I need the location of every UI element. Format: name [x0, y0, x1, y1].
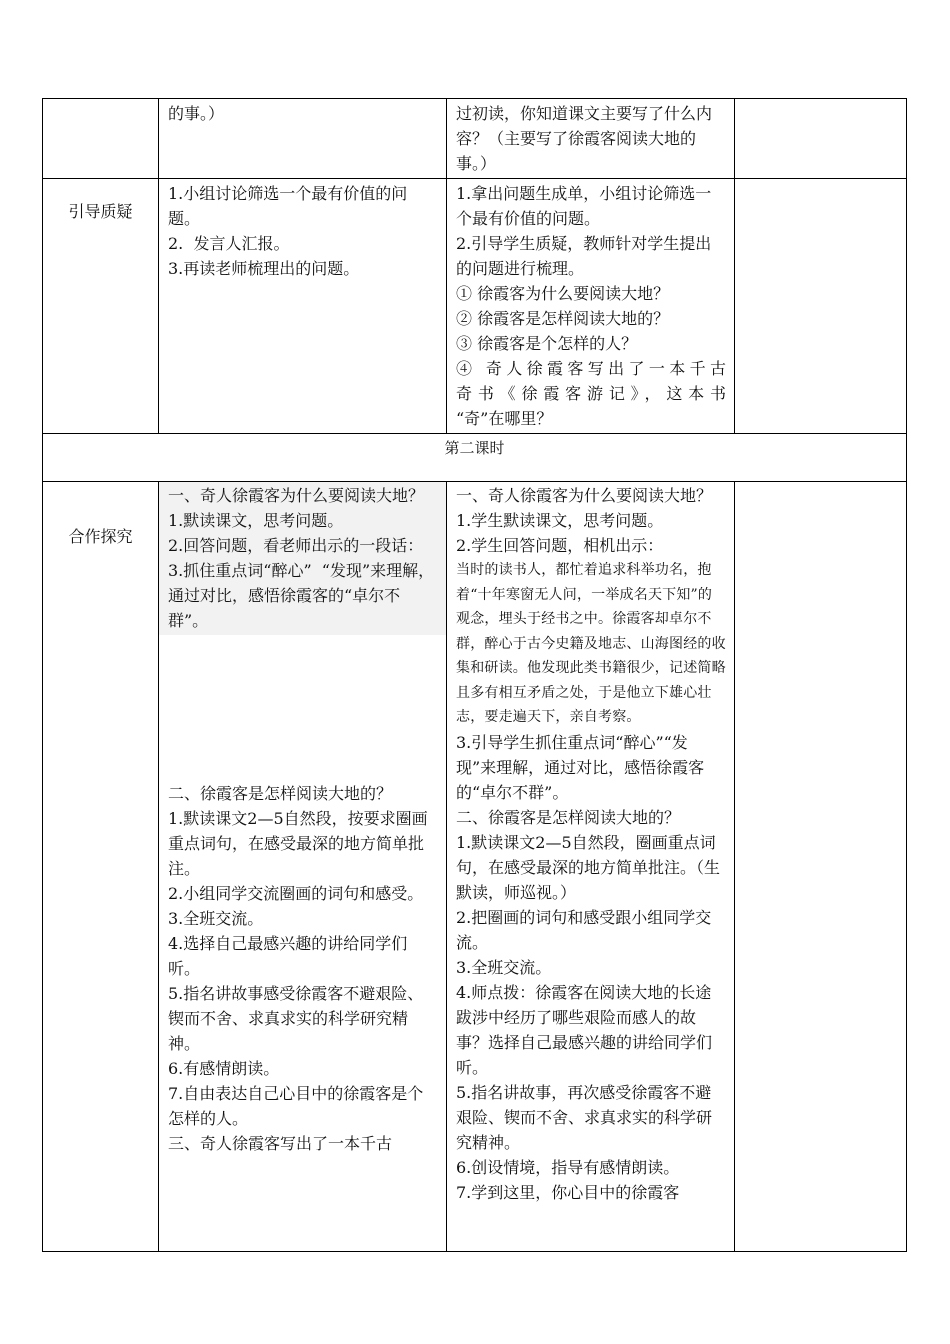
- table-row: [43, 482, 907, 1252]
- text-line: ② 徐霞客是怎样阅读大地的？: [456, 309, 670, 328]
- notes-cell: [735, 179, 907, 434]
- quoted-passage: 当时的读书人，都忙着追求科举功名，抱着“十年寒窗无人问，一举成名天下知”的观念，埋头于经书之中。徐霞客却卓尔不群，醉心于古今史籍及地志、山海图经的收集和研读。他发现此类书籍很少，记述简略且多有相互矛盾之处，于是他立下雄心壮志，要走遍天下，亲自考察。: [456, 562, 726, 725]
- text-line: 1.小组讨论筛选一个最有价值的问题。: [168, 184, 408, 228]
- notes-cell: [735, 99, 907, 179]
- text-line: 2.引导学生质疑，教师针对学生提出的问题进行梳理。: [456, 234, 712, 278]
- notes-cell: [735, 482, 907, 1252]
- text-line: 2.学生回答问题，相机出示：: [456, 536, 664, 555]
- teacher-activity-cell: [447, 482, 735, 1252]
- text-line: 7.自由表达自己心目中的徐霞客是个怎样的人。: [168, 1084, 424, 1128]
- student-activity-cell: [159, 179, 447, 434]
- text-line: 4.选择自己最感兴趣的讲给同学们听。: [168, 934, 408, 978]
- text-line: 4.师点拨：徐霞客在阅读大地的长途跋涉中经历了哪些艰险而感人的故事？选择自己最感兴趣的讲给同学们听。: [456, 982, 713, 1077]
- text-line: 2.把圈画的词句和感受跟小组同学交流。: [456, 907, 712, 952]
- text-line: 1.默读课文，思考问题。: [168, 511, 344, 530]
- text-line: 一、奇人徐霞客为什么要阅读大地？: [168, 486, 425, 505]
- text-line: “奇”在哪里？: [456, 409, 553, 428]
- period-heading-cell: [43, 434, 907, 482]
- stage-cell: [43, 99, 159, 179]
- text-line: 3.引导学生抓住重点词“醉心”“发现”来理解，通过对比，感悟徐霞客的“卓尔不群”。: [456, 732, 705, 802]
- text-line: 三、奇人徐霞客写出了一本千古: [168, 1134, 393, 1153]
- stage-cell: 合作探究: [43, 482, 159, 1252]
- table-row: [43, 99, 907, 179]
- text-line: 5.指名讲故事，再次感受徐霞客不避艰险、锲而不舍、求真求实的科学研究精神。: [456, 1082, 713, 1152]
- period-row: [43, 434, 907, 482]
- text-line: 二、徐霞客是怎样阅读大地的？: [456, 807, 681, 827]
- text-line: 5.指名讲故事感受徐霞客不避艰险、锲而不舍、求真求实的科学研究精神。: [168, 984, 424, 1053]
- text-line: 一、奇人徐霞客为什么要阅读大地？: [456, 486, 713, 505]
- text-line: 2.回答问题，看老师出示的一段话：: [168, 536, 424, 555]
- student-activity-cell: [159, 482, 447, 1252]
- text-line: ③ 徐霞客是个怎样的人？: [456, 334, 638, 353]
- text-line: 2.小组同学交流圈画的词句和感受。: [168, 884, 424, 903]
- period-heading: 第二课时: [444, 439, 505, 457]
- text-line: 1.拿出问题生成单，小组讨论筛选一个最有价值的问题。: [456, 184, 712, 228]
- text-line: 3.抓住重点词“醉心” “发现”来理解，通过对比，感悟徐霞客的“卓尔不群”。: [168, 561, 435, 630]
- text-line: 3.全班交流。: [168, 909, 264, 928]
- stage-cell: 引导质疑: [43, 179, 159, 434]
- table-row: [43, 179, 907, 434]
- text-line: 2. 发言人汇报。: [168, 234, 290, 253]
- text-line: 1.学生默读课文，思考问题。: [456, 511, 664, 530]
- text-line: 3.全班交流。: [456, 957, 552, 977]
- student-activity-cell: [159, 99, 447, 179]
- text-line: 3.再读老师梳理出的问题。: [168, 259, 360, 278]
- text-line: 的事。）: [168, 104, 225, 123]
- text-line: 1.默读课文2—5自然段，按要求圈画重点词句，在感受最深的地方简单批注。: [168, 809, 428, 878]
- text-line: 6.创设情境，指导有感情朗读。: [456, 1157, 680, 1177]
- text-line: 奇书《徐霞客游记》，这本书: [456, 384, 726, 403]
- text-line: ④ 奇人徐霞客写出了一本千古: [456, 359, 726, 378]
- text-line: 过初读，你知道课文主要写了什么内容？（主要写了徐霞客阅读大地的事。）: [456, 104, 713, 173]
- text-line: ① 徐霞客为什么要阅读大地？: [456, 284, 670, 303]
- text-line: 7.学到这里，你心目中的徐霞客: [456, 1182, 680, 1202]
- text-line: 二、徐霞客是怎样阅读大地的？: [168, 784, 393, 803]
- teacher-activity-cell: [447, 179, 735, 434]
- text-line: 1.默读课文2—5自然段，圈画重点词句，在感受最深的地方简单批注。（生默读，师巡视。）: [456, 832, 721, 902]
- text-line: 6.有感情朗读。: [168, 1059, 280, 1078]
- lesson-plan-table: [42, 98, 907, 1252]
- teacher-activity-cell: [447, 99, 735, 179]
